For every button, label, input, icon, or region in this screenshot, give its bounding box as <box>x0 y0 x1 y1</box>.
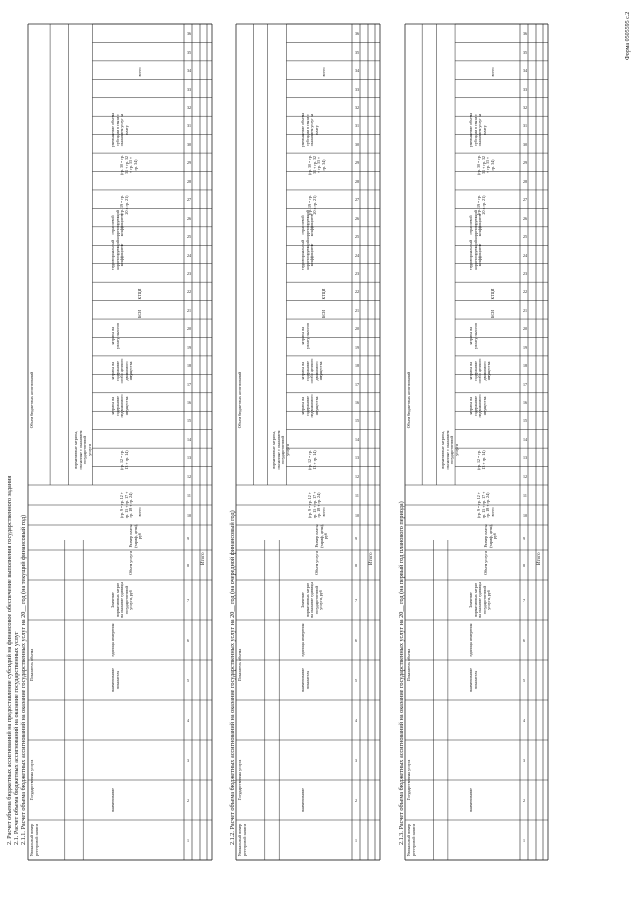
total-row-label: Итого <box>369 552 374 565</box>
column-number: 10 <box>187 513 191 518</box>
column-number: 14 <box>187 436 191 442</box>
column-number: 25 <box>355 234 359 240</box>
column-number: 31 <box>187 123 191 129</box>
column-number: 23 <box>187 270 191 276</box>
column-number: 7 <box>523 598 525 603</box>
header-norm-zatraty: нормативные затраты, связанные с оказанием государственной услуги <box>73 430 92 470</box>
column-number: 34 <box>187 68 191 74</box>
header-edinica: единица измерения <box>299 623 305 657</box>
column-number: 35 <box>187 49 191 55</box>
header-unique-number: Уникальный номер реестровой записи <box>29 823 39 857</box>
column-number: 12 <box>187 473 191 479</box>
formula-note-1: (гр. 9 = гр. 12 + гр. 15 + гр. 17 + гр. 18 + гр. 24) <box>119 491 134 519</box>
column-number: 30 <box>523 141 527 147</box>
header-naim-pokaz: наименование показателя <box>468 667 478 693</box>
header-naim-pokaz: наименование показателя <box>299 667 310 693</box>
column-number: 22 <box>187 289 191 295</box>
header-osobo: затраты на содержание особо ценного движимого имущества <box>299 358 324 384</box>
header-osobo: затраты на содержание особо ценного движимого имущества <box>468 358 492 384</box>
formula-note-1: (гр. 9 = гр. 12 + гр. 15 + гр. 17 + гр. 18 + гр. 24) <box>307 491 322 519</box>
header-pokazatel: Показатель объема <box>406 648 411 682</box>
column-number: 26 <box>523 215 527 221</box>
header-naimenovanie: наименование <box>109 787 115 813</box>
column-number: 5 <box>355 678 357 683</box>
column-number: 30 <box>187 141 191 147</box>
column-number: 21 <box>187 307 191 313</box>
header-ksi: КСИ <box>137 309 143 319</box>
header-razmer: Размер платы (тариф, цена), руб <box>128 524 143 548</box>
column-number: 27 <box>355 197 359 203</box>
column-number: 28 <box>187 178 191 184</box>
header-nedvizh: затраты на содержание недвижимого имущества <box>468 394 488 418</box>
header-otraslevoy: отраслевой корректирующий коэффициент <box>299 210 314 240</box>
header-obem: Объем услуги <box>128 551 134 575</box>
column-number: 3 <box>187 758 189 763</box>
column-number: 3 <box>355 758 357 763</box>
formula-note-1: (гр. 9 = гр. 12 + гр. 15 + гр. 17 + гр. 18 + гр. 24) <box>475 491 490 519</box>
column-number: 13 <box>187 455 191 461</box>
header-obem: Объем услуги <box>314 551 320 575</box>
formula-note-2: (гр. 12 = гр. 13 + гр. 14) <box>475 450 486 470</box>
column-number: 4 <box>187 718 189 723</box>
column-number: 33 <box>523 86 527 92</box>
column-number: 11 <box>355 493 359 498</box>
column-number: 18 <box>187 363 191 369</box>
column-number: 25 <box>187 234 191 240</box>
header-nedvizh: затраты на содержание недвижимого имущества <box>299 394 319 418</box>
header-obem: Объем услуги <box>482 551 488 575</box>
formula-note-3: (гр. 19 = гр. 20 x гр. 21) <box>475 195 486 215</box>
table-3-title: 2.1.3. Расчет объема бюджетных ассигнований на оказание государственных услуг на 20__ год (на первый год планового периода) <box>398 501 405 845</box>
header-znachenie: Значение нормативных затрат на оказание единицы государственной услуги, руб <box>468 582 492 618</box>
column-number: 16 <box>523 400 527 406</box>
form-label: Форма 0505595 с.2 <box>625 11 631 60</box>
header-nalogi: затраты на уплату налогов <box>109 323 120 349</box>
column-number: 34 <box>355 68 359 74</box>
column-number: 6 <box>187 638 189 643</box>
header-edinica: единица измерения <box>109 623 115 657</box>
column-number: 18 <box>355 363 359 369</box>
column-number: 19 <box>355 344 359 350</box>
header-znachenie: Значение нормативных затрат на оказание единицы государственной услуги, руб <box>299 582 324 618</box>
total-row-label: Итого <box>537 552 542 565</box>
column-number: 3 <box>523 758 525 763</box>
column-number: 15 <box>523 418 527 424</box>
column-number: 13 <box>355 455 359 461</box>
formula-note-4: (гр. 30 = гр. 31 + гр. 32 + гр. 33 + гр. 34) <box>307 155 326 175</box>
column-number: 17 <box>523 381 527 387</box>
column-number: 20 <box>355 326 359 332</box>
header-territorialniy: территориальный корректирующий коэффициент <box>468 239 483 270</box>
subsection-heading: 2.1. Расчет объема бюджетных ассигнований на оказание государственных услуг <box>13 631 20 845</box>
column-number: 5 <box>523 678 525 683</box>
header-nedvizh: затраты на содержание недвижимого имущества <box>109 394 129 418</box>
column-number: 9 <box>187 535 189 541</box>
header-naimenovanie: наименование <box>299 787 305 813</box>
column-number: 6 <box>355 638 357 643</box>
column-number: 32 <box>523 104 527 110</box>
column-number: 2 <box>523 798 525 803</box>
header-osobo: затраты на содержание особо ценного движимого имущества <box>109 358 134 384</box>
column-number: 18 <box>523 363 527 369</box>
column-number: 22 <box>355 289 359 295</box>
header-pokazatel: Показатель объема <box>237 648 242 682</box>
header-obem-bud: Объем бюджетных ассигнований <box>406 371 411 429</box>
column-number: 32 <box>355 104 359 110</box>
column-number: 21 <box>523 307 527 313</box>
column-number: 19 <box>187 344 191 350</box>
column-number: 10 <box>523 513 527 518</box>
total-row-label: Итого <box>201 552 206 565</box>
column-number: 14 <box>523 436 527 442</box>
column-number: 9 <box>355 535 357 541</box>
header-naim-pokaz: наименование показателя <box>109 667 120 693</box>
header-nalogi: затраты на уплату налогов <box>299 323 310 349</box>
column-number: 10 <box>355 513 359 518</box>
formula-note-3: (гр. 19 = гр. 20 x гр. 21) <box>307 195 317 215</box>
column-number: 5 <box>187 678 189 683</box>
column-number: 2 <box>355 798 357 803</box>
formula-note-4: (гр. 30 = гр. 31 + гр. 32 + гр. 33 + гр. 34) <box>475 155 495 175</box>
column-number: 16 <box>187 400 191 406</box>
column-number: 9 <box>523 535 525 541</box>
header-ksi: КСИ <box>321 309 327 319</box>
header-razmer: Размер платы (тариф, цена), руб <box>482 524 497 548</box>
column-number: 26 <box>355 215 359 221</box>
column-number: 26 <box>187 215 191 221</box>
header-obem-bud: Объем бюджетных ассигнований <box>29 371 34 429</box>
formula-note-4: (гр. 30 = гр. 31 + гр. 32 + гр. 33 + гр. 34) <box>119 155 138 175</box>
header-vsego: всего <box>321 507 327 517</box>
header-edinica: единица измерения <box>468 623 474 657</box>
column-number: 8 <box>523 563 525 568</box>
column-number: 32 <box>187 104 191 110</box>
header-unique-number: Уникальный номер реестровой записи <box>406 823 416 857</box>
header-razmer: Размер платы (тариф, цена), руб <box>314 524 329 548</box>
formula-note-2: (гр. 12 = гр. 13 + гр. 14) <box>307 450 317 470</box>
column-number: 8 <box>187 563 189 568</box>
column-number: 7 <box>187 598 189 603</box>
column-number: 31 <box>355 123 359 129</box>
column-number: 31 <box>523 123 527 129</box>
column-number: 36 <box>523 31 527 37</box>
column-number: 20 <box>187 326 191 332</box>
column-number: 4 <box>523 718 525 723</box>
column-number: 21 <box>355 307 359 313</box>
column-number: 7 <box>355 598 357 603</box>
header-umenshenie: уменьшение объема субсидии в связи с оказанием услуг за плату <box>109 112 129 148</box>
column-number: 15 <box>355 418 359 424</box>
header-norm-zatraty: нормативные затраты, связанные с оказанием государственной услуги <box>271 430 290 470</box>
header-gos-usluga: Государственная услуга <box>237 759 242 801</box>
column-number: 22 <box>523 289 527 295</box>
header-naimenovanie: наименование <box>468 787 474 813</box>
header-vsego-2: всего <box>489 67 495 77</box>
column-number: 33 <box>355 86 359 92</box>
column-number: 29 <box>355 160 359 166</box>
column-number: 4 <box>355 718 357 723</box>
header-unique-number: Уникальный номер реестровой записи <box>237 823 247 857</box>
header-ktsi: КТЦИ <box>321 288 327 300</box>
column-number: 27 <box>187 197 191 203</box>
header-vsego-2: всего <box>321 67 327 77</box>
formula-note-2: (гр. 12 = гр. 13 + гр. 14) <box>119 450 129 470</box>
header-nalogi: затраты на уплату налогов <box>468 323 478 349</box>
column-number: 23 <box>523 270 527 276</box>
column-number: 35 <box>523 49 527 55</box>
column-number: 24 <box>523 252 527 258</box>
column-number: 15 <box>187 418 191 424</box>
column-number: 36 <box>355 31 359 37</box>
header-norm-zatraty: нормативные затраты, связанные с оказанием государственной услуги <box>439 430 459 470</box>
header-umenshenie: уменьшение объема субсидии в связи с оказанием услуг за плату <box>468 112 488 148</box>
column-number: 27 <box>523 197 527 203</box>
header-vsego: всего <box>137 507 143 517</box>
header-otraslevoy: отраслевой корректирующий коэффициент <box>468 210 483 240</box>
column-number: 28 <box>355 178 359 184</box>
column-number: 11 <box>523 493 527 498</box>
column-number: 19 <box>523 344 527 350</box>
header-znachenie: Значение нормативных затрат на оказание единицы государственной услуги, руб <box>109 582 134 618</box>
column-number: 20 <box>523 326 527 332</box>
column-number: 17 <box>187 381 191 387</box>
column-number: 29 <box>523 160 527 166</box>
column-number: 35 <box>355 49 359 55</box>
column-number: 34 <box>523 68 527 74</box>
column-number: 24 <box>187 252 191 258</box>
header-ktsi: КТЦИ <box>489 288 495 300</box>
column-number: 13 <box>523 455 527 461</box>
column-number: 24 <box>355 252 359 258</box>
header-umenshenie: уменьшение объема субсидии в связи с оказанием услуг за плату <box>299 112 319 148</box>
table-2-title: 2.1.2. Расчет объема бюджетных ассигнований на оказание государственных услуг на 20__ год (на очередной финансовый год) <box>229 510 236 845</box>
column-number: 11 <box>187 493 191 498</box>
header-ksi: КСИ <box>489 309 495 319</box>
column-number: 29 <box>187 160 191 166</box>
header-pokazatel: Показатель объема <box>29 648 34 682</box>
table-1-title: 2.1.1. Расчет объема бюджетных ассигнований на оказание государственных услуг на 20__ год (на текущий финансовый год) <box>20 514 27 845</box>
section-heading: 2. Расчет объема бюджетных ассигнований на предоставление субсидий на финансовое обеспечение выполнения государственного задания <box>6 475 13 845</box>
header-vsego: всего <box>489 507 495 517</box>
column-number: 2 <box>187 798 189 803</box>
column-number: 14 <box>355 436 359 442</box>
column-number: 6 <box>523 638 525 643</box>
column-number: 33 <box>187 86 191 92</box>
header-otraslevoy: отраслевой корректирующий коэффициент <box>109 210 124 240</box>
column-number: 23 <box>355 270 359 276</box>
column-number: 12 <box>523 473 527 479</box>
column-number: 1 <box>355 838 357 843</box>
column-number: 16 <box>355 400 359 406</box>
header-gos-usluga: Государственная услуга <box>406 759 411 801</box>
column-number: 1 <box>187 838 189 843</box>
header-ktsi: КТЦИ <box>137 288 143 300</box>
formula-note-3: (гр. 19 = гр. 20 x гр. 21) <box>119 195 129 215</box>
header-obem-bud: Объем бюджетных ассигнований <box>237 371 242 429</box>
column-number: 28 <box>523 178 527 184</box>
header-territorialniy: территориальный корректирующий коэффициент <box>109 239 124 270</box>
header-vsego-2: всего <box>137 67 143 77</box>
column-number: 1 <box>523 838 525 843</box>
column-number: 8 <box>355 563 357 568</box>
column-number: 36 <box>187 31 191 37</box>
header-territorialniy: территориальный корректирующий коэффициент <box>299 239 314 270</box>
column-number: 25 <box>523 234 527 240</box>
column-number: 30 <box>355 141 359 147</box>
header-gos-usluga: Государственная услуга <box>29 759 34 801</box>
column-number: 17 <box>355 381 359 387</box>
column-number: 12 <box>355 473 359 479</box>
